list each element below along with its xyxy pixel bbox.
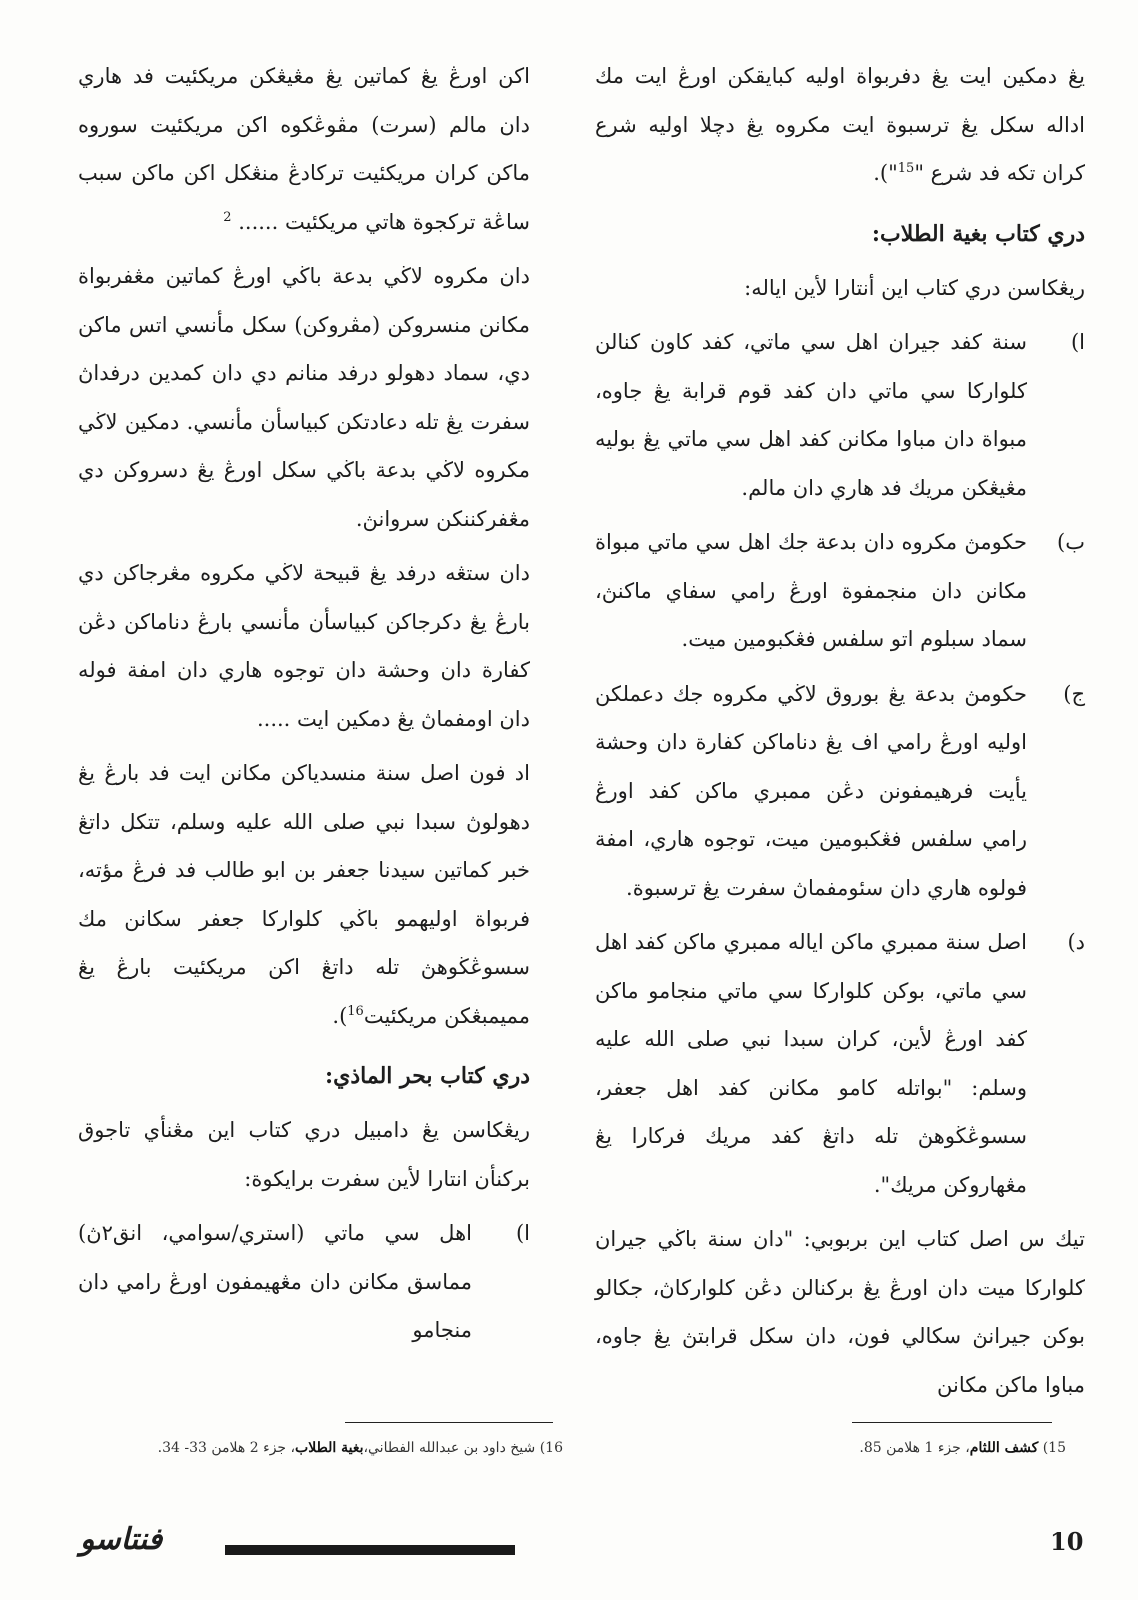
paragraph-3: دان ستڠه درفد يڠ قبيحة لاڬي مكروه مڠرجاكن دي بارڠ يڠ دكرجاكن كبياسأن مأنسي بارڠ دناماكن دڠن كفارة دان وحشة دان توجوه هاري دان امفة فوله دان اومفماڽ يڠ دمكين ايت ..... bbox=[78, 561, 530, 731]
footnote-divider-left bbox=[345, 1422, 553, 1423]
heading-bahr-al-madhi: دري كتاب بحر الماذي: bbox=[325, 1063, 530, 1089]
footnote-ref-16[interactable]: 16 bbox=[347, 1003, 364, 1019]
list-item bbox=[78, 1209, 530, 1355]
left-column bbox=[78, 52, 530, 1361]
list-item bbox=[595, 670, 1085, 913]
list-item-text: حكومڽ مكروه دان بدعة جك اهل سي ماتي مبواة مكانن دان منجمفوة اورڠ رامي سفاي ماكنڽ، سماد سبلوم اتو سلفس فڠكبومين ميت. bbox=[595, 530, 1027, 651]
list-item-text: حكومڽ بدعة يڠ بوروق لاڬي مكروه جك دعملكن اوليه اورڠ رامي اف يڠ دناماكن كفارة دان وحشة يأيت فرهيمفونن دڠن ممبري ماكن كفد اورڠ رامي سلفس فڠكبومين ميت، توجوه هاري، امفة فولوه هاري دان سئومفماڽ سفرت يڠ ترسبوة. bbox=[595, 681, 1027, 900]
list-item-text: اهل سي ماتي (استري/سوامي، انق٢ڽ) مماسق مكانن دان مڠهيمفون اورڠ رامي دان منجامو bbox=[78, 1221, 472, 1342]
list-item bbox=[595, 318, 1085, 512]
page-number: 10 bbox=[1050, 1527, 1084, 1556]
list-item bbox=[595, 918, 1085, 1209]
footnote-16: 16) شيخ داود بن عبدالله الفطاني،بغية الطلاب، جزء 2 هلامن 33- 34. bbox=[157, 1440, 563, 1456]
list-marker: ا) bbox=[515, 1221, 530, 1245]
publication-logo: فنتاسو bbox=[80, 1522, 163, 1557]
list-item bbox=[595, 518, 1085, 664]
footer-rule bbox=[225, 1545, 515, 1555]
right-column bbox=[595, 52, 1085, 1415]
closing-paragraph: تيك س اصل كتاب اين بربوبي: "دان سنة باڬي جيران كلواركا ميت دان اورڠ يڠ بركنالن دڠن كلواركاڽ، جكالو بوكن جيرانڽ سكالي فون، دان سكل قرابتڽ يڠ جاوه، مباوا ماكن مكانن bbox=[595, 1227, 1085, 1397]
list-marker: د) bbox=[1067, 930, 1085, 954]
list-marker: ج) bbox=[1063, 681, 1085, 706]
footnote-15: 15) كشف اللثام، جزء 1 هلامن 85. bbox=[859, 1440, 1066, 1456]
paragraph-1: اكن اورڠ يڠ كماتين يڠ مڠيڠكن مريكئيت فد هاري دان مالم (سرت) مڤوڠكوه اكن مريكئيت سوروه ماكن كران مريكئيت تركادڠ منڠكل اكن ماكن سبب ساڠة تركجوة هاتي مريكئيت ...... $^2$ bbox=[78, 64, 530, 234]
list-item-text: اصل سنة ممبري ماكن اياله ممبري ماكن كفد اهل سي ماتي، بوكن كلواركا سي ماتي منجامو ماكن كفد اورڠ لأين، كران سبدا نبي صلى الله عليه وسلم: "بواتله كامو مكانن كفد اهل جعفر، سسوڠڬوهڽ تله داتڠ كفد مريك فركارا يڠ مڠهاروكن مريك". bbox=[595, 930, 1027, 1197]
list-marker: ب) bbox=[1057, 530, 1085, 554]
list-marker: ا) bbox=[1070, 330, 1085, 354]
footnote-ref-15[interactable]: 15 bbox=[897, 161, 915, 176]
paragraph-2: دان مكروه لاڬي بدعة باڬي اورڠ كماتين مڠفربواة مكانن منسروكن (مڤروكن) سكل مأنسي اتس ماكن دي، سماد دهولو درفد منانم دي دان كمدين درفداڽ سفرت يڠ تله دعادتكن كبياسأن مأنسي. دمكين لاڬي مكروه لاڬي بدعة باڬي سكل اورڠ يڠ دسروكن دي مڠفركننكن سروانڽ. bbox=[78, 264, 530, 531]
paragraph-4: اد فون اصل سنة منسدياكن مكانن ايت فد بارڠ يڠ دهولوڽ سبدا نبي صلى الله عليه وسلم، تتكل داتڠ خبر كماتين سيدنا جعفر بن ابو طالب فد فرڠ مؤته، فربواة اوليهمو باڬي كلواركا جعفر سكانن مك سسوڠڬوهڽ تله داتڠ اكن مريكئيت بارڠ يڠ مميمبڠكن مريكئيت$^{16}$). bbox=[78, 761, 530, 1028]
footnote-ref-2: 2 bbox=[223, 209, 232, 225]
footnote-divider-right bbox=[852, 1422, 1052, 1423]
list-item-text: سنة كفد جيران اهل سي ماتي، كفد كاون كنالن كلواركا سي ماتي دان كفد قوم قرابة يڠ جاوه، مبواة دان مباوا مكانن كفد اهل سي ماتي يڠ بوليه مڠيڠكن مريك فد هاري دان مالم. bbox=[595, 330, 1027, 500]
intro-paragraph: يڠ دمكين ايت يڠ دفربواة اوليه كبايقكن اورڠ ايت مك اداله سكل يڠ ترسبوة ايت مكروه يڠ دچلا اوليه شرع كران تكه فد شرع "$^{15}$"). bbox=[595, 64, 1085, 185]
heading-bughyat-al-tullab: دري كتاب بغية الطلاب: bbox=[871, 220, 1085, 247]
lead-paragraph-1: ريڠكاسن دري كتاب اين أنتارا لأين اياله: bbox=[744, 275, 1085, 300]
lead-paragraph-2: ريڠكاسن يڠ دامبيل دري كتاب اين مڠنأي تاجوق بركنأن انتارا لأين سفرت برايكوة: bbox=[78, 1118, 530, 1191]
